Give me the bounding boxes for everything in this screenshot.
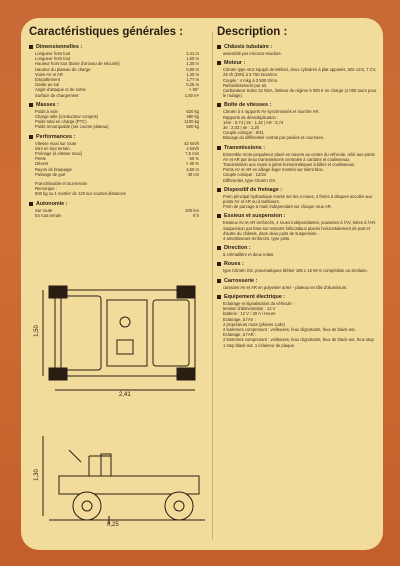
spec-label: Voies AV et AR: [35, 71, 63, 77]
spec-label: Poids total en charge (PTC): [35, 119, 87, 125]
spec-label: Freinage (à vitesse maxi): [35, 151, 83, 157]
bullet-icon: [217, 262, 221, 266]
description-section-text: type Citroën GS, pneumatiques Kléber 165 x 15 M+S compétition ou similaire.: [223, 268, 368, 274]
spec-label: Dévers: [35, 161, 49, 167]
left-column: [29, 26, 207, 222]
description-section-text: caissons AV et AR en polyester armé - plateau en tôle d'aluminium.: [223, 284, 348, 290]
spec-value: 1,50 m: [186, 56, 199, 62]
spec-value: 8 h: [193, 212, 199, 218]
description-section-heading: [217, 278, 377, 284]
autonomie-heading: [29, 201, 207, 207]
spec-row: [35, 172, 199, 177]
spec-value: 0,25 m: [186, 82, 199, 88]
spec-value: 1,30 m: [186, 61, 199, 67]
description-section-text: Frein principal hydraulique monté sur les 4 roues, 4 freins à disques accolés aux ponts AV et AR ou à tambours. Frein de parcage à main indépendant sur chaque roue AR.: [223, 193, 372, 210]
description-section-heading: [217, 102, 377, 108]
spec-value: 620 kg: [186, 108, 199, 114]
column-divider: [212, 32, 213, 540]
description-section-label: Essieux et suspension :: [224, 213, 286, 220]
description-section-text: Essieux AV et AR renforcés, 4 roues indépendantes, poussées à l'AV, tirées à l'AR. Suspension par bras sur ressorts hélicoïdaux placés horizontalement de part et d'autre du châssis, dans deux puits de suspension. 4 amortisseurs renforcés, type pists.: [223, 220, 377, 242]
dim-length-label: 2,41: [119, 392, 131, 398]
spec-value: 42 km/h: [184, 140, 199, 146]
spec-value: 1,50 m²: [184, 92, 199, 98]
spec-label: Passage de gué: [35, 171, 66, 177]
description-section-heading: [217, 44, 377, 50]
spec-label: Garde au sol: [35, 82, 59, 88]
description-section-heading: [217, 145, 377, 151]
description-section-text: assemblé par mécano-soudure.: [223, 51, 282, 56]
description-section-heading: [217, 294, 377, 300]
spec-row: [35, 124, 199, 129]
spec-label: Empattement: [35, 77, 60, 83]
description-section-text: à crémaillère et deux relais.: [223, 252, 275, 258]
right-column: [217, 26, 377, 352]
spec-value: 500 kg: [186, 124, 199, 130]
spec-value: 1,77 m: [186, 77, 199, 83]
spec-label: Pente: [35, 156, 46, 162]
spec-label: Longueur hors tout: [35, 56, 71, 62]
description-section-heading: [217, 213, 377, 219]
spec-value: 40 cm: [187, 171, 199, 177]
spec-label: Vitesse maxi sur route: [35, 140, 77, 146]
spec-label: mini en tout terrain: [35, 145, 70, 151]
spec-label: Rayon de braquage: [35, 166, 72, 172]
spec-row: [35, 93, 199, 98]
bullet-icon: [217, 61, 221, 65]
description-section-label: Châssis tubulaire :: [224, 44, 273, 50]
description-section-label: Equipement électrique :: [224, 293, 286, 300]
description-section-label: Roues :: [224, 261, 244, 268]
description-section-text: Citroën type AK2 équipé de Méhari, deux cylindres à plat opposés, 602 cm3, 7 CV, 29 ch (DIN) à 5 750 tours/mn. Couple : 4 mkg à 3 500 tr/mn. Refroidissement par air. Carburateur Solex 32 NSA, limiteur de régime 5 000 tr en charge (4 000 tours pour le rodage).: [223, 67, 377, 99]
description-section-label: Dispositif de freinage :: [224, 186, 283, 193]
spec-label: Longueur hors tout: [35, 51, 71, 56]
masses-heading: [29, 102, 207, 108]
performances-table: [35, 141, 199, 177]
bullet-icon: [217, 246, 221, 250]
top-view-drawing: [29, 280, 207, 400]
description-section-label: Direction :: [224, 245, 251, 252]
spec-label: Sur route: [35, 207, 53, 213]
bullet-icon: [29, 103, 33, 107]
dimensions-table: [35, 51, 199, 98]
side-view-drawing: [29, 416, 207, 536]
description-sections: [217, 44, 377, 348]
bullet-icon: [217, 146, 221, 150]
description-section-label: Carrosserie :: [224, 277, 258, 284]
bullet-icon: [29, 202, 33, 206]
dim-height-label: 1,30: [33, 469, 40, 481]
performances-extra: Franchissable et tout-terrain Remorque : 500 kg ou 1 mortier de 120 sur courtes distances: [35, 181, 126, 197]
masses-table: [35, 109, 199, 130]
masses-heading-label: Masses :: [36, 101, 59, 108]
bullet-icon: [217, 214, 221, 218]
dimensions-heading-label: Dimensionnelles :: [36, 44, 83, 50]
description-section-heading: [217, 60, 377, 66]
description-section-heading: [217, 261, 377, 267]
description-section-label: Boîte de vitesses :: [224, 102, 272, 109]
vehicle-top-view: [29, 280, 207, 400]
spec-value: 4 km/h: [186, 145, 199, 151]
bullet-icon: [217, 45, 221, 49]
bullet-icon: [217, 295, 221, 299]
dimensions-heading: [29, 44, 207, 50]
spec-value: 200 km: [185, 207, 199, 213]
characteristics-title: Caractéristiques générales :: [29, 26, 184, 38]
description-section-text: Eclairage et signalisation du véhicule : tension d'alimentation : 12 V batterie : 12 V / 30 A / Heure Eclairage, à l'AV : 2 projecteurs route (phares code) 2 lanternes comprenant : veilleuses, feux clignotants, feux de black-out. Eclairage, à l'AR : 2 lanternes comprenant : veilleuses, feux clignotants, feux de black-out, feux stop 1 stop black-out. 1 éclaireur de plaque.: [223, 300, 374, 348]
spec-label: Poids à vide: [35, 108, 58, 114]
spec-label: Hauteur du plateau de charge: [35, 66, 91, 72]
spec-value: 2,41 m: [186, 51, 199, 56]
spec-label: Angle d'attaque et de sortie: [35, 87, 86, 93]
performances-heading: [29, 134, 207, 140]
spec-value: 0,80 m: [186, 66, 199, 72]
description-section-text: Ensemble moto-propulseur placé en travers au centre du véhicule, relié aux ponts AV et AR par deux transmissions centrales à cardans et coulisseaux. Transmission aux roues à joints homocinétiques à billes et coulisseaux. Ponts AV et AR en alliage léger montés sur silent-bloc. Couple conique : 12/34 Différentiel, type Citroën GS.: [223, 151, 375, 183]
spec-sheet-panel: [21, 18, 383, 550]
dim-clearance-label: 0,25: [107, 522, 119, 528]
vehicle-side-view: [29, 416, 207, 536]
spec-label: Charge utile (conducteur compris): [35, 114, 99, 120]
spec-label: En tout terrain: [35, 212, 62, 218]
spec-value: > 30 %: [185, 161, 199, 167]
description-section-label: Transmissions :: [224, 144, 266, 151]
autonomie-table: [35, 208, 199, 218]
spec-value: 1100 kg: [184, 119, 199, 125]
bullet-icon: [29, 45, 33, 49]
description-section-heading: [217, 245, 377, 251]
spec-label: Surface de chargement: [35, 92, 79, 98]
bullet-icon: [217, 103, 221, 107]
description-section-label: Moteur :: [224, 60, 246, 67]
spec-label: Hauteur hors tout (barre d'arceau de sécurité): [35, 61, 120, 67]
description-section-text: Citroën à 4 rapports AV synchronisés et marche AR. Rapports de démultiplication : 1ère : 5,74 | 2e : 1,32 | AR : 5,74 3e : 2,03 | 4e : 1,20 Couple conique : 8/31 Blocage du différentiel central par poulies et courroies.: [223, 109, 324, 141]
spec-row: [35, 213, 199, 218]
spec-value: 60 %: [189, 156, 199, 162]
bullet-icon: [29, 135, 33, 139]
autonomie-heading-label: Autonomie :: [36, 200, 68, 207]
spec-label: Poids remorquable (sur course plateau): [35, 124, 109, 130]
bullet-icon: [217, 279, 221, 283]
spec-value: 480 kg: [186, 114, 199, 120]
spec-value: > 90°: [189, 87, 199, 93]
performances-heading-label: Performances :: [36, 133, 76, 140]
spec-value: 1,30 m: [186, 71, 199, 77]
spec-value: 7,5 m/s: [185, 151, 199, 157]
bullet-icon: [217, 188, 221, 192]
description-section-heading: [217, 187, 377, 193]
description-title: Description :: [217, 26, 288, 38]
spec-value: 4,50 m: [186, 166, 199, 172]
dim-width-label: 1,50: [33, 325, 40, 337]
